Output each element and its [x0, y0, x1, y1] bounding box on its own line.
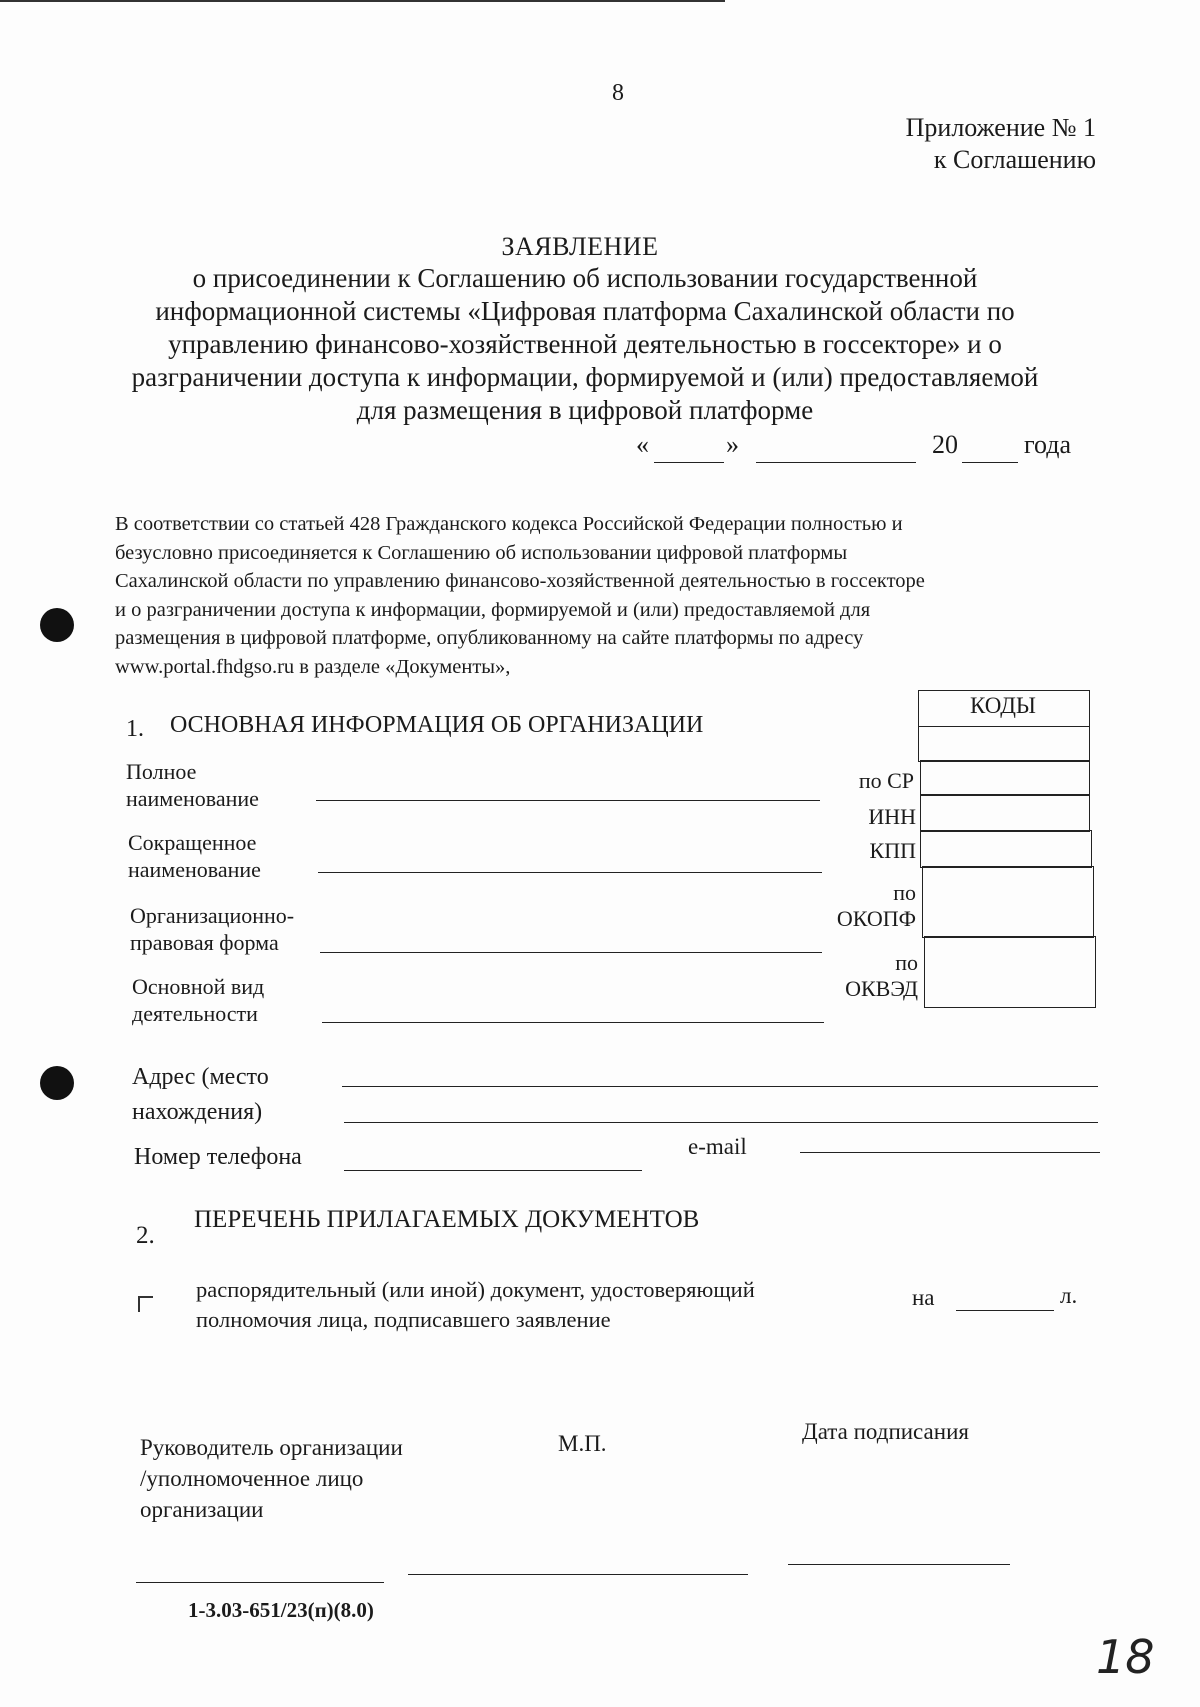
code-label-kpp: КПП [869, 838, 916, 863]
label-line: наименование [128, 857, 261, 882]
date-day-field[interactable] [654, 462, 724, 463]
address-field-line-1[interactable] [342, 1086, 1098, 1087]
binder-hole-mark [40, 1066, 74, 1100]
date-year-field[interactable] [962, 462, 1018, 463]
signatory-label [140, 1432, 403, 1525]
appendix-line-2: к Соглашению [933, 145, 1096, 174]
short-name-label [128, 829, 261, 883]
subtitle-line: управлению финансово-хозяйственной деятельностью в госсекторе» и о [168, 329, 1002, 359]
pages-prefix: на [912, 1285, 935, 1310]
document-subtitle [90, 262, 1080, 427]
main-activity-field[interactable] [322, 1022, 824, 1023]
section-1-title: ОСНОВНАЯ ИНФОРМАЦИЯ ОБ ОРГАНИЗАЦИИ [170, 712, 704, 738]
intro-line: Сахалинской области по управлению финансово-хозяйственной деятельностью в госсекторе [115, 570, 925, 592]
top-edge-line [0, 0, 725, 2]
legal-form-label [130, 902, 294, 956]
label-line: наименование [126, 786, 259, 811]
code-cell-kpp[interactable] [920, 830, 1092, 868]
appendix-line-1: Приложение № 1 [905, 113, 1096, 142]
section-2-number: 2. [136, 1222, 155, 1249]
label-line: деятельности [132, 1001, 258, 1026]
full-name-field[interactable] [316, 800, 820, 801]
code-label-inn: ИНН [868, 804, 916, 829]
label-line: нахождения) [132, 1099, 263, 1125]
code-cell-okopf[interactable] [922, 866, 1094, 938]
signing-date-label: Дата подписания [802, 1419, 969, 1444]
label-line: организации [140, 1497, 264, 1522]
short-name-field[interactable] [318, 872, 822, 873]
legal-form-field[interactable] [320, 952, 822, 953]
label-line: /уполномоченное лицо [140, 1466, 364, 1491]
label-line: Руководитель организации [140, 1435, 403, 1460]
document-code: 1-3.03-651/23(п)(8.0) [188, 1598, 374, 1622]
code-cell-sr[interactable] [920, 760, 1090, 796]
date-year-prefix: 20 [932, 430, 958, 459]
codes-divider [918, 726, 1090, 727]
label-line: Адрес (место [132, 1064, 269, 1090]
date-open-quote: « [636, 430, 649, 459]
label-line: Сокращенное [128, 830, 257, 855]
section-2-title: ПЕРЕЧЕНЬ ПРИЛАГАЕМЫХ ДОКУМЕНТОВ [194, 1206, 700, 1233]
intro-paragraph [115, 510, 1075, 681]
code-label-po-sr: по СР [858, 768, 914, 793]
address-field-line-2[interactable] [344, 1122, 1098, 1123]
intro-line: www.portal.fhdgso.ru в разделе «Документы», [115, 655, 511, 678]
date-month-field[interactable] [756, 462, 916, 463]
page-count-field[interactable] [956, 1310, 1054, 1311]
email-field[interactable] [800, 1152, 1100, 1153]
pages-suffix: л. [1060, 1283, 1078, 1308]
section-1-number: 1. [126, 716, 144, 742]
stamp-place-label: М.П. [558, 1431, 607, 1456]
binder-hole-mark [40, 608, 74, 642]
label-line: Основной вид [132, 974, 265, 999]
code-cell-okved[interactable] [924, 936, 1096, 1008]
intro-line: размещения в цифровой платформе, опубликованному на сайте платформы по адресу [115, 627, 864, 649]
signing-date-line[interactable] [788, 1564, 1010, 1565]
address-label [132, 1060, 269, 1130]
code-cell-inn[interactable] [920, 794, 1090, 832]
document-checkbox[interactable] [138, 1296, 153, 1312]
code-label-okopf: ОКОПФ [836, 906, 916, 931]
label-line: Организационно- [130, 903, 295, 928]
code-label-okved-po: по [895, 950, 918, 975]
phone-field[interactable] [344, 1170, 642, 1171]
subtitle-line: разграничении доступа к информации, формируемой и (или) предоставляемой [131, 362, 1039, 392]
subtitle-line: о присоединении к Соглашению об использовании государственной [192, 263, 978, 293]
position-signature-line[interactable] [136, 1582, 384, 1583]
intro-line: В соответствии со статьей 428 Гражданского кодекса Российской Федерации полностью и [115, 513, 903, 535]
full-name-label [126, 758, 259, 812]
code-label-okved: ОКВЭД [845, 976, 918, 1001]
item-line: полномочия лица, подписавшего заявление [196, 1307, 611, 1332]
subtitle-line: информационной системы «Цифровая платформа Сахалинской области по [155, 296, 1015, 326]
item-line: распорядительный (или иной) документ, удостоверяющий [196, 1277, 755, 1302]
handwritten-page-number: 18 [1096, 1630, 1155, 1684]
signature-name-line[interactable] [408, 1574, 748, 1575]
intro-line: безусловно присоединяется к Соглашению об использовании цифровой платформы [115, 541, 848, 564]
phone-label: Номер телефона [134, 1144, 302, 1170]
label-line: правовая форма [130, 930, 279, 955]
codes-header: КОДЫ [970, 693, 1036, 718]
date-year-suffix: года [1024, 430, 1072, 459]
main-activity-label [132, 973, 264, 1027]
document-title: ЗАЯВЛЕНИЕ [501, 232, 659, 261]
attached-document-description [196, 1275, 755, 1335]
code-label-okopf-po: по [893, 880, 916, 905]
label-line: Полное [126, 759, 197, 784]
date-close-quote: » [726, 430, 739, 459]
email-label: e-mail [688, 1134, 747, 1159]
appendix-header [906, 112, 1096, 176]
subtitle-line: для размещения в цифровой платформе [356, 395, 814, 425]
intro-line: и о разграничении доступа к информации, формируемой и (или) предоставляемой для [115, 598, 871, 621]
page-number: 8 [612, 80, 624, 106]
